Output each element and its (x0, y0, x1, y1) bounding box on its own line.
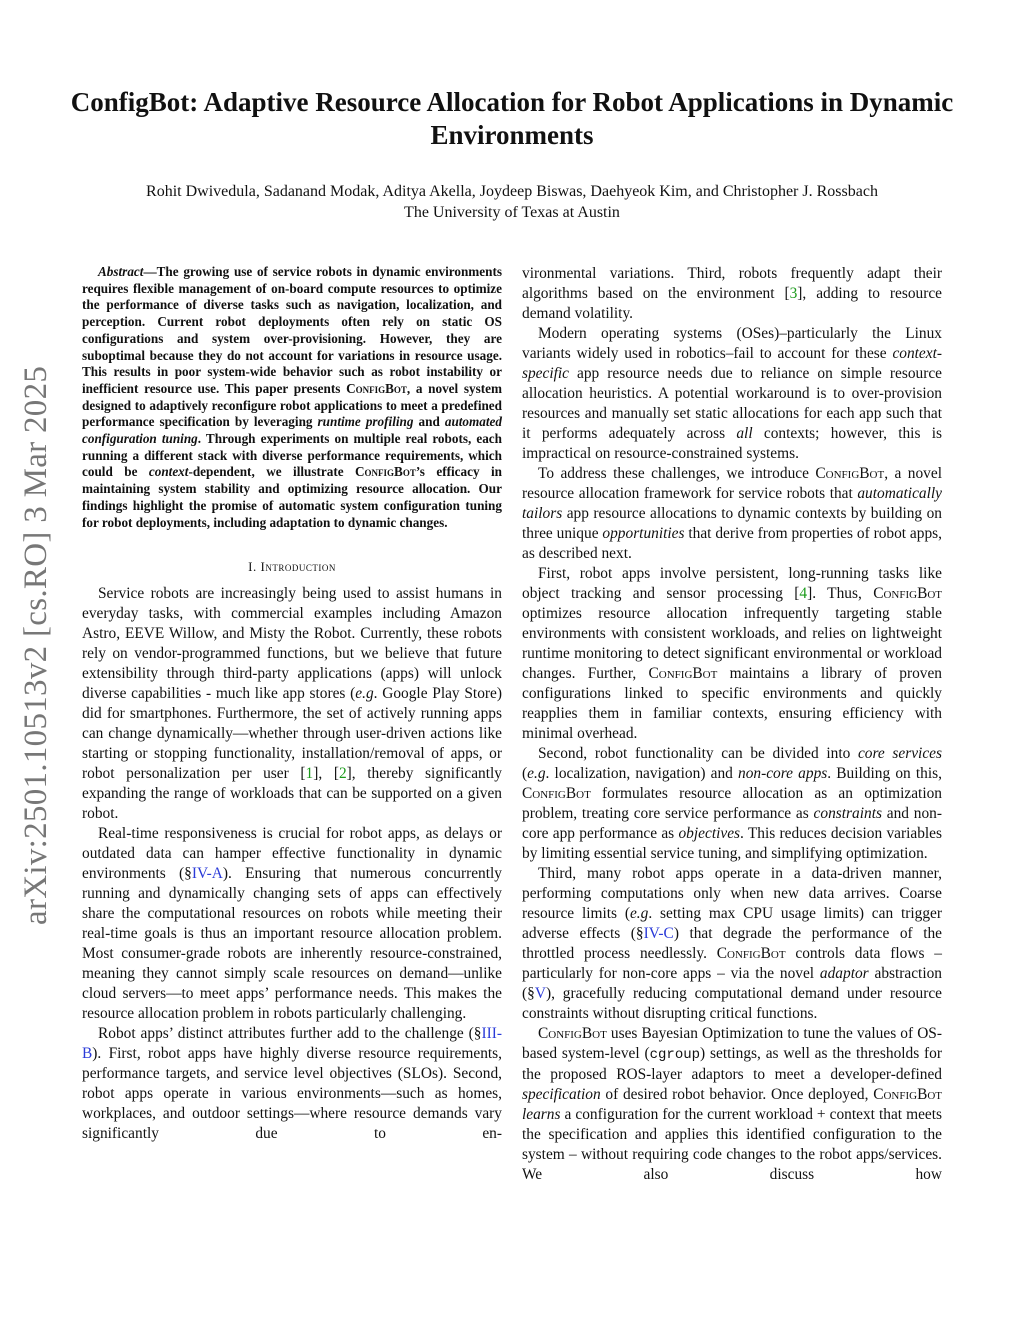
text-run: and non-core app performance as (522, 805, 942, 842)
system-name: ConfigBot (716, 945, 786, 962)
text-run: . localization, navigation) and (545, 765, 739, 782)
emphasis: all (736, 425, 753, 442)
system-name: ConfigBot (873, 1086, 942, 1103)
text-run: To address these challenges, we introduce (538, 465, 816, 482)
body-paragraph (522, 744, 942, 864)
text-run: Real-time responsiveness is crucial for robot apps, as delays or outdated data can hamper effective functionality in dynamic environments (§ (82, 825, 502, 883)
text-run: controls data flows – particularly for non-core apps – via the novel (522, 945, 942, 982)
author-list: Rohit Dwivedula, Sadanand Modak, Aditya Akella, Joydeep Biswas, Daehyeok Kim, and Christopher J. Rossbach (146, 183, 878, 200)
text-run: ], thereby significantly expanding the range of workloads that can be supported on a given robot. (82, 765, 502, 823)
text-run: ) settings, as well as the thresholds for the proposed ROS-layer adaptors to meet a developer-defined (522, 1045, 943, 1083)
right-body (522, 264, 942, 1185)
emphasis: constraints (813, 805, 882, 822)
affiliation: The University of Texas at Austin (404, 204, 620, 221)
text-run: ). First, robot apps have highly diverse resource requirements, performance targets, and service level objectives (SLOs). Second, robot apps operate in various environments—such as homes, workplaces, and outdoor settings—where resource demands vary significantly due to en- (82, 1045, 502, 1143)
emphasis: context-specific (522, 345, 942, 382)
body-paragraph (522, 264, 942, 324)
left-body (82, 584, 502, 1144)
text-run: contexts; however, this is impractical on resource-constrained systems. (522, 425, 942, 462)
text-run: Service robots are increasingly being used to assist humans in everyday tasks, with commercial examples including Amazon Astro, EEVE Willow, and Misty the Robot. Currently, these robots rely on vendor-programmed functions, but we believe that future extensibility through third-party applications (apps) will unlock diverse capabilities - much like app stores ( (82, 585, 502, 703)
citation-link[interactable]: 1 (305, 765, 314, 783)
text-run: , a novel resource allocation framework for service robots that (522, 465, 942, 502)
text-run: ], [ (313, 765, 339, 783)
emphasis: e.g (355, 685, 374, 703)
emphasis: Abstract (98, 264, 144, 279)
system-name: ConfigBot (538, 1025, 607, 1042)
text-run: . This reduces decision variables by limiting essential service tuning, and simplifying optimization. (522, 825, 942, 862)
author-block (40, 181, 984, 223)
citation-link[interactable]: 4 (799, 585, 808, 602)
system-name: ConfigBot (346, 380, 407, 396)
system-name: ConfigBot (648, 665, 718, 682)
section-link[interactable]: IV-A (191, 865, 223, 883)
section-heading-introduction (82, 557, 502, 577)
text-run: First, robot apps involve persistent, long-running tasks like object tracking and sensor processing [ (522, 565, 942, 602)
emphasis: adaptor (819, 965, 869, 982)
emphasis: automated configuration tuning (82, 414, 502, 447)
section-link[interactable]: IV-C (643, 925, 674, 942)
text-run: optimizes resource allocation infrequently targeting stable environments with consistent workloads, and relies on lightweight runtime monitoring to detect significant environmental or workload changes. Further, (522, 605, 942, 682)
emphasis: e.g (629, 905, 649, 922)
text-run: ( (522, 765, 528, 782)
body-paragraph (82, 824, 502, 1024)
text-run: Robot apps’ distinct attributes further add to the challenge (§ (98, 1025, 482, 1043)
text-run: Third, many robot apps operate in a data-driven manner, performing computations only when new data arrives. Coarse resource limits ( (522, 865, 942, 922)
arxiv-identifier-stamp: arXiv:2501.10513v2 [cs.RO] 3 Mar 2025 (18, 365, 54, 925)
text-run: Modern operating systems (OSes)–particularly the Linux variants widely used in robotics–fail to account for these (522, 325, 942, 362)
emphasis: automatically tailors (522, 485, 942, 522)
emphasis: context (148, 464, 189, 480)
text-run: ’s efficacy in maintaining system stability and optimizing resource allocation. Our findings highlight the promise of automatic system configuration tuning for robot deployments, including adaptation to dynamic changes. (82, 464, 502, 530)
paper-title: ConfigBot: Adaptive Resource Allocation for Robot Applications in Dynamic Environments (70, 87, 954, 150)
text-run: Second, robot functionality can be divided into (538, 745, 858, 762)
body-paragraph (82, 584, 502, 824)
emphasis: runtime profiling (317, 414, 414, 430)
text-run: . Building on this, (827, 765, 942, 782)
text-run: . Through experiments on multiple real robots, each running a different stack with diverse performance requirements, which could be (82, 431, 502, 480)
emphasis: non-core apps (738, 765, 828, 782)
system-name: ConfigBot (815, 465, 885, 482)
abstract (82, 264, 502, 531)
text-run: ]. Thus, (807, 585, 874, 602)
text-run: ], adding to resource demand volatility. (522, 285, 943, 322)
emphasis: objectives (678, 825, 741, 842)
left-column (82, 264, 502, 1144)
text-run: that derive from properties of robot apps, as described next. (522, 525, 942, 562)
text-run: maintains a library of proven configurations linked to specific environments and quickly reapplies them in familiar contexts, ensuring efficiency with minimal overhead. (522, 665, 943, 742)
code-term: cgroup (649, 1047, 701, 1063)
text-run: ) that degrade the performance of the throttled process needlessly. (522, 925, 942, 962)
text-run: , a novel system designed to adaptively reconfigure robot applications to meet a predefined performance specification by leveraging (82, 380, 502, 430)
section-link[interactable]: V (534, 985, 546, 1002)
text-run: app resource needs due to reliance on simple resource allocation heuristics. A potential workaround is to over-provision resources and manually set static allocations for each app such that it performs adequately across (522, 365, 942, 442)
body-paragraph (522, 464, 942, 564)
text-run: vironmental variations. Third, robots frequently adapt their algorithms based on the environment [ (522, 265, 942, 302)
emphasis: core services (857, 745, 942, 762)
text-run: —The growing use of service robots in dynamic environments requires flexible management of on-board compute resources to optimize the performance of diverse tasks such as navigation, localization, and perception. Current robot deployments often rely on static OS configurations and system over-provisioning. However, they are suboptimal because they do not account for variations in resource usage. This results in poor system-wide behavior such as robot instability or inefficient resource use. This paper presents (82, 264, 502, 396)
section-title: I. Introduction (248, 559, 336, 575)
system-name: ConfigBot (873, 585, 942, 602)
text-run: of desired robot behavior. Once deployed, (600, 1086, 874, 1103)
text-run: app resource allocations to dynamic contexts by building on three unique (522, 505, 942, 542)
body-paragraph (522, 864, 942, 1024)
text-run: abstraction (§ (522, 965, 943, 1002)
body-paragraph (522, 564, 942, 744)
text-run: -dependent, we illustrate (188, 464, 356, 480)
text-run: uses Bayesian Optimization to tune the values of OS-based system-level ( (522, 1025, 942, 1062)
text-run: ). Ensuring that numerous concurrently running and dynamically changing sets of apps can effectively share the computational resources on robots while meeting their real-time goals is thus an important resource allocation problem. Most consumer-grade robots are inherently resource-constrained, meaning they cannot simply scale resources on demand—unlike cloud servers—to meet apps’ performance needs. This makes the resource allocation problem in robots particularly challenging. (82, 865, 502, 1023)
text-run: . setting max CPU usage limits) can trigger adverse effects (§ (522, 905, 942, 942)
emphasis: e.g (527, 765, 546, 782)
text-run: formulates resource allocation as an optimization problem, treating core service performance as (522, 785, 942, 822)
body-paragraph (82, 1024, 502, 1144)
emphasis: specification (522, 1086, 601, 1103)
emphasis: learns (522, 1106, 561, 1123)
text-run: and (413, 414, 445, 430)
text-run: a configuration for the current workload + context that meets the specification and applies this identified configuration to the system – without requiring code changes to the robot apps/services. We also discuss how (522, 1106, 942, 1183)
citation-link[interactable]: 2 (338, 765, 347, 783)
emphasis: opportunities (602, 525, 685, 542)
body-paragraph (522, 324, 942, 464)
citation-link[interactable]: 3 (789, 285, 798, 302)
section-link[interactable]: III-B (82, 1025, 502, 1063)
system-name: ConfigBot (522, 785, 591, 802)
system-name: ConfigBot (355, 464, 416, 480)
body-paragraph (522, 1024, 942, 1185)
text-run: ), gracefully reducing computational demand under resource constraints without disrupting critical functions. (522, 985, 942, 1022)
text-run: . Google Play Store) did for smartphones. Furthermore, the set of actively running apps can change dynamically—whether through user-driven actions like starting or stopping functionality, installation/removal of apps, or robot personalization per user [ (82, 685, 502, 783)
right-column (522, 264, 942, 1185)
